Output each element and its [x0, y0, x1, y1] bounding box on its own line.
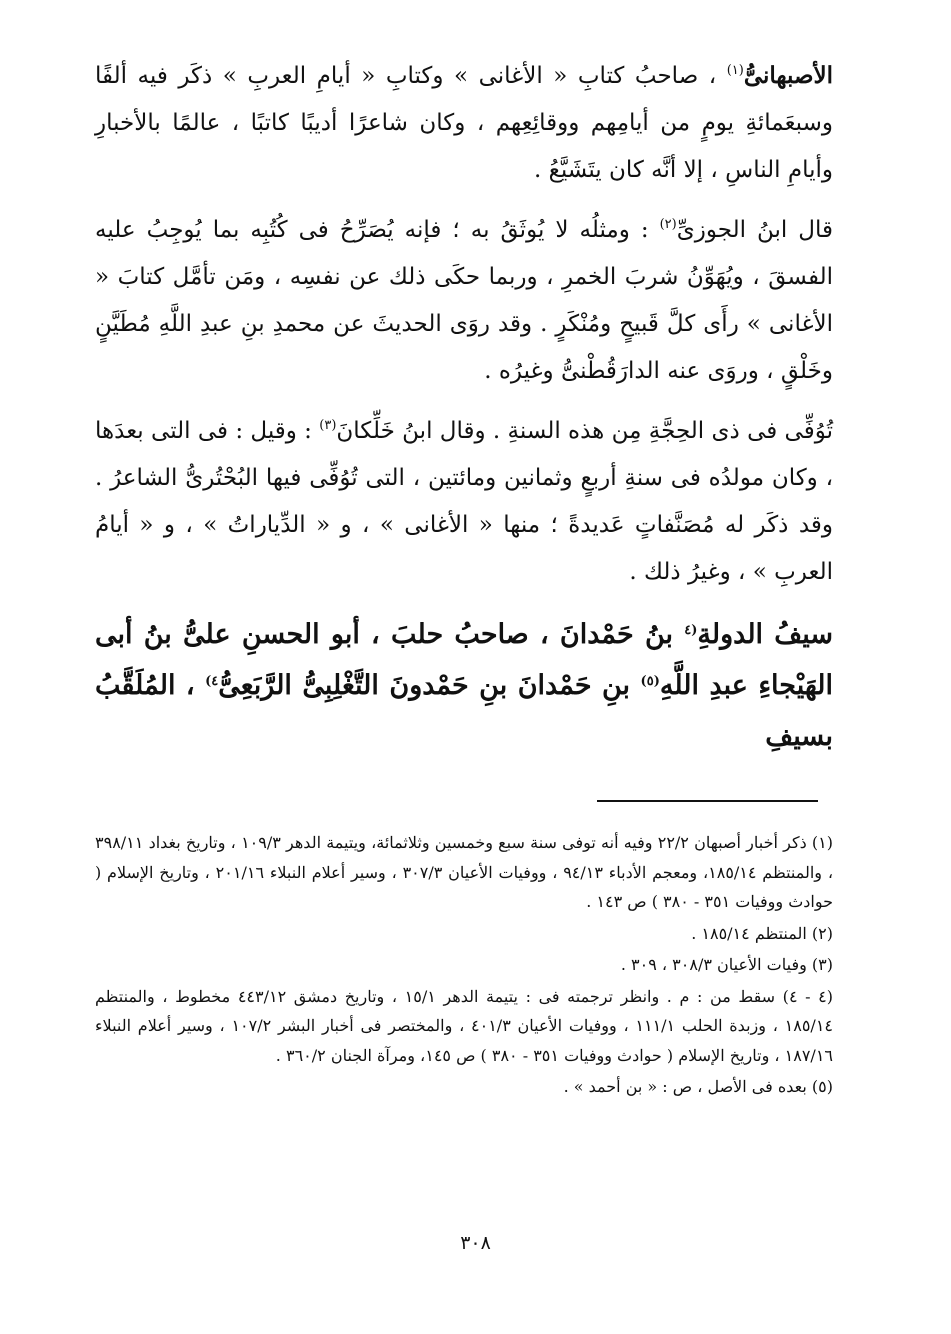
- heading-part: بنِ حَمْدانَ بنِ حَمْدونَ التَّغْلِبِىُّ الرَّبَعِىُّ: [218, 670, 631, 701]
- footnote-ref[interactable]: (٣): [319, 418, 337, 433]
- footnote-ref[interactable]: ٤): [205, 674, 219, 689]
- footnote-ref[interactable]: (٤: [684, 623, 698, 638]
- footnote-ref[interactable]: (٥): [640, 674, 660, 689]
- footnote-1: (١) ذكر أخبار أصبهان ٢٢/٢ وفيه أنه توفى سنة سبع وخمسين وثلاثمائة، ويتيمة الدهر ١٠٩/٣ ، وتاريخ بغداد ٣٩٨/١١ ، والمنتظم ١٨٥/١٤، ومعجم الأدباء ٩٤/١٣ ، ووفيات الأعيان ٣٠٧/٣ ، وسير أعلام النبلاء ٢٠١/١٦ ، وتاريخ الإسلام ( حوادث ووفيات ٣٥١ - ٣٨٠ ) ص ١٤٣ .: [95, 833, 834, 911]
- paragraph-body: : وقيل : فى التى بعدَها ، وكان مولدُه فى سنةِ أربعٍ وثمانين ومائتين ، التى تُوُفِّى فيها البُحْتُرىُّ الشاعرُ . وقد ذكَر له مُصَنَّفاتٍ عَديدةً ؛ منها « الأغانى » ، و « الدِّياراتُ » ، و « أيامُ العربِ » ، وغيرُ ذلك .: [95, 418, 833, 585]
- page-number: ٣٠٨: [460, 1232, 491, 1254]
- paragraph-3: [95, 408, 833, 596]
- paragraph-lead: قال ابنُ الجوزىِّ: [676, 217, 834, 243]
- footnote-5: (٥) بعده فى الأصل ، ص : « بن أحمد » .: [563, 1077, 833, 1096]
- footnotes: [95, 828, 833, 1104]
- footnote-4: (٤ - ٤) سقط من : م . وانظر ترجمته فى : يتيمة الدهر ١٥/١ ، وتاريخ دمشق ٤٤٣/١٢ مخطوط ، والمنتظم ١٨٥/١٤ ، وزبدة الحلب ١١١/١ ، ووفيات الأعيان ٤٠١/٣ ، والمختصر فى أخبار البشر ١٠٧/٢ ، وسير أعلام النبلاء ١٨٧/١٦ ، وتاريخ الإسلام ( حوادث ووفيات ٣٥١ - ٣٨٠ ) ص ١٤٥، ومرآة الجنان ٣٦٠/٢ .: [95, 986, 834, 1065]
- footnote-ref[interactable]: (٢): [659, 217, 677, 232]
- footnote-2: (٢) المنتظم ١٨٥/١٤ .: [691, 923, 833, 943]
- paragraph-1: [95, 52, 833, 194]
- biography-heading: [95, 609, 833, 762]
- paragraph-2: [95, 207, 833, 395]
- heading-part: بنُ حَمْدانَ ، صاحبُ حلبَ ، أبو الحسنِ علىُّ بنُ أبى الهَيْجاءِ عبدِ اللَّهِ: [95, 619, 834, 701]
- paragraph-lead: الأصبهانىُّ: [743, 62, 834, 89]
- heading-part: ، المُلَقَّبُ بسيفِ: [95, 670, 833, 752]
- paragraph-body: : ومثلُه لا يُوثَقُ به ؛ فإنه يُصَرِّحُ فى كُتُبِه بما يُوجِبُ عليه الفسقَ ، ويُهَوِّنُ شربَ الخمرِ ، وربما حكَى ذلك عن نفسِه ، ومَن تأمَّل كتابَ « الأغانى » رأَى كلَّ قَبيحٍ ومُنْكَرٍ . وقد روَى الحديثَ عن محمدِ بنِ عبدِ اللَّهِ مُطَيَّنٍ وخَلْقٍ ، وروَى عنه الدارَقُطْنىُّ وغيرُه .: [95, 217, 833, 384]
- footnote-divider: [597, 800, 818, 802]
- main-text: [95, 52, 833, 762]
- footnote-ref[interactable]: (١): [726, 63, 744, 78]
- footnote-3: (٣) وفيات الأعيان ٣٠٨/٣ ، ٣٠٩ .: [620, 955, 833, 974]
- paragraph-body: ، صاحبُ كتابِ « الأغانى » وكتابِ « أيامِ العربِ » ذكَر فيه ألفًا وسبعَمائةِ يومٍ من أيامِهم ووقائِعِهم ، وكان شاعرًا أديبًا كاتبًا ، عالمًا بالأخبارِ وأيامِ الناسِ ، إلا أنَّه كان يتَشَيَّعُ .: [95, 63, 833, 183]
- paragraph-lead: تُوُفِّى فى ذى الحِجَّةِ مِن هذه السنةِ . وقال ابنُ خَلِّكانَ: [336, 418, 833, 444]
- heading-part: سيفُ الدولةِ: [697, 619, 833, 650]
